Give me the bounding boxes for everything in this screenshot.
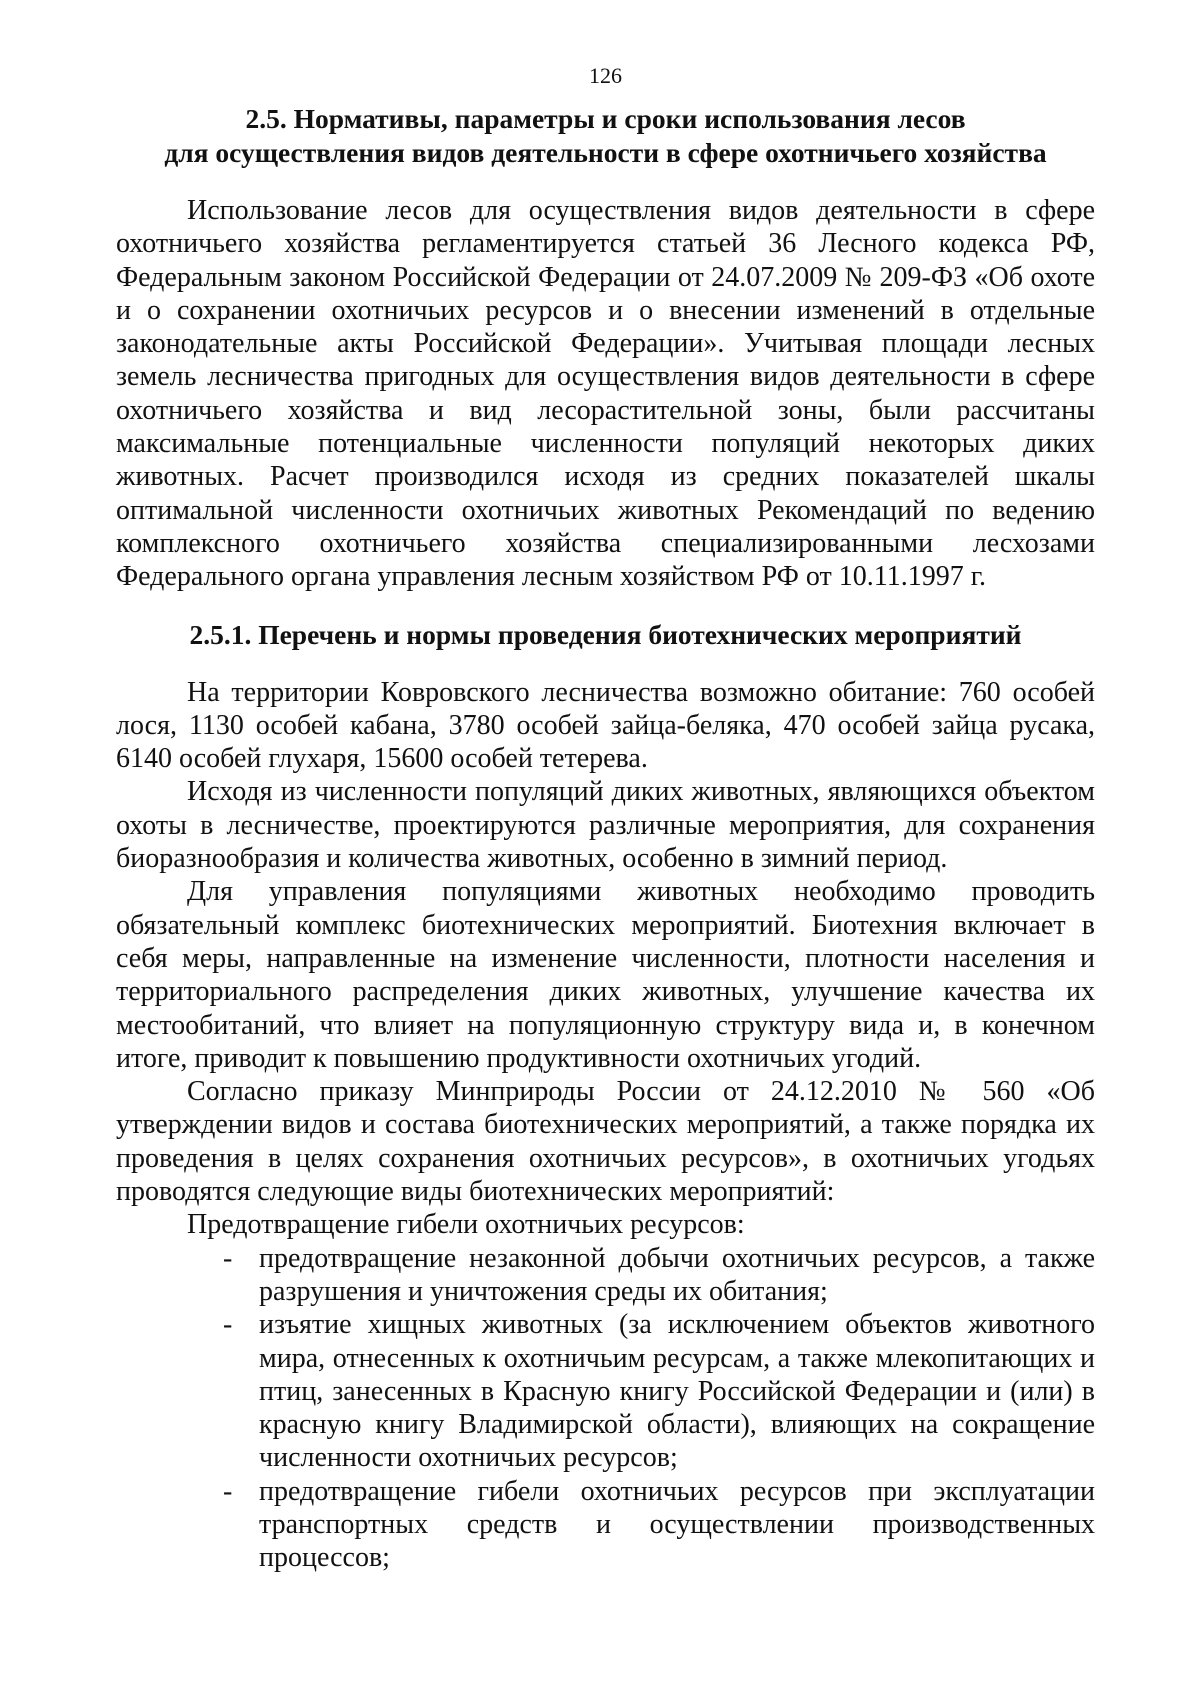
- list-item-text: предотвращение гибели охотничьих ресурсов при эксплуатации транспортных средств и осуществлении производственных процессов;: [259, 1475, 1095, 1574]
- bullet-dash: -: [223, 1475, 233, 1507]
- document-page: [116, 62, 1095, 1575]
- page-number: 126: [589, 63, 622, 88]
- measures-list: [116, 1242, 1095, 1575]
- body-paragraph-measures: Исходя из численности популяций диких животных, являющихся объектом охоты в лесничестве, проектируются различные мероприятия, для сохранения биоразнообразия и количества животных, особенно в зимний период.: [116, 776, 1095, 875]
- list-item-text: изъятие хищных животных (за исключением объектов животного мира, отнесенных к охотничьим ресурсам, а также млекопитающих и птиц, занесенных в Красную книгу Российской Федерации и (или) в красную книгу Владимирской области), влияющих на сокращение численности охотничьих ресурсов;: [259, 1309, 1095, 1474]
- section-heading-line-1: 2.5. Нормативы, параметры и сроки использования лесов: [245, 103, 966, 134]
- list-item-text: предотвращение незаконной добычи охотничьих ресурсов, а также разрушения и уничтожения среды их обитания;: [259, 1242, 1095, 1307]
- intro-paragraph: Использование лесов для осуществления видов деятельности в сфере охотничьего хозяйства регламентируется статьей 36 Лесного кодекса РФ, Федеральным законом Российской Федерации от 24.07.2009 № 209-ФЗ «Об охоте и о сохранении охотничьих ресурсов и о внесении изменений в отдельные законодательные акты Российской Федерации». Учитывая площади лесных земель лесничества пригодных для осуществления видов деятельности в сфере охотничьего хозяйства и вид лесорастительной зоны, были рассчитаны максимальные потенциальные численности популяций некоторых диких животных. Расчет производился исходя из средних показателей шкалы оптимальной численности охотничьих животных Рекомендаций по ведению комплексного охотничьего хозяйства специализированными лесхозами Федерального органа управления лесным хозяйством РФ от 10.11.1997 г.: [116, 195, 1095, 593]
- list-item: [116, 1475, 1095, 1575]
- section-heading-line-2: для осуществления видов деятельности в сфере охотничьего хозяйства: [164, 137, 1047, 168]
- list-item: [116, 1242, 1095, 1309]
- subsection-heading: 2.5.1. Перечень и нормы проведения биотехнических мероприятий: [189, 618, 1022, 650]
- list-item: [116, 1308, 1095, 1474]
- body-paragraph-biotechnics: Для управления популяциями животных необходимо проводить обязательный комплекс биотехнических мероприятий. Биотехния включает в себя меры, направленные на изменение численности, плотности населения и территориального распределения диких животных, улучшение качества их местообитаний, что влияет на популяционную структуру вида и, в конечном итоге, приводит к повышению продуктивности охотничьих угодий.: [116, 876, 1095, 1074]
- section-heading: [116, 102, 1095, 170]
- bullet-dash: -: [223, 1242, 233, 1274]
- body-paragraph-habitat: На территории Ковровского лесничества возможно обитание: 760 особей лося, 1130 особей кабана, 3780 особей зайца-беляка, 470 особей зайца русака, 6140 особей глухаря, 15600 особей тетерева.: [116, 676, 1095, 775]
- body-paragraph-list-intro: Предотвращение гибели охотничьих ресурсов:: [187, 1209, 745, 1241]
- body-paragraph-order: Согласно приказу Минприроды России от 24.12.2010 № 560 «Об утверждении видов и состава биотехнических мероприятий, а также порядка их проведения в целях сохранения охотничьих ресурсов», в охотничьих угодьях проводятся следующие виды биотехнических мероприятий:: [116, 1076, 1095, 1208]
- bullet-dash: -: [223, 1309, 233, 1341]
